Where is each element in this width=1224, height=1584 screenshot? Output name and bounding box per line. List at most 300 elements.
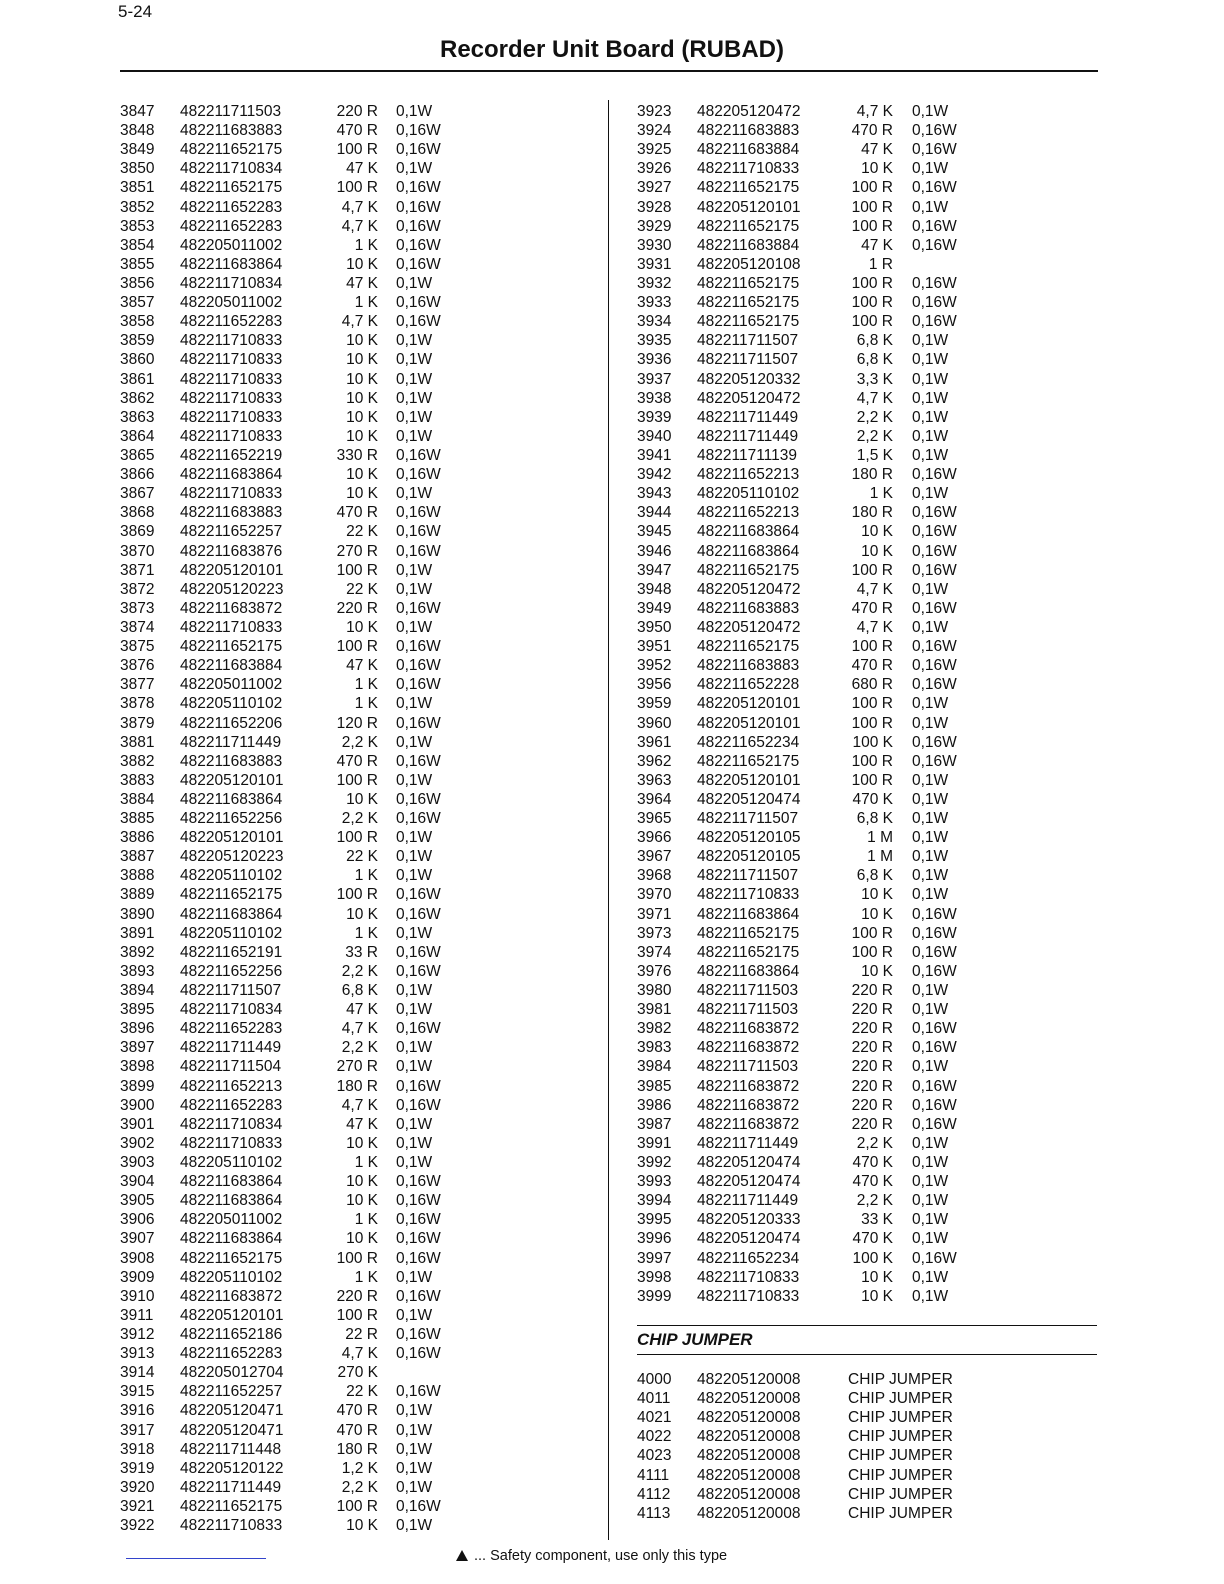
ref-number: 3904 [120, 1173, 155, 1191]
value: 10 K [346, 790, 378, 808]
value: 33 K [861, 1211, 893, 1229]
ref-number: 3885 [120, 810, 155, 828]
value: 10 K [346, 351, 378, 369]
value: 100 R [851, 274, 893, 292]
power-rating: 0,16W [396, 943, 441, 961]
value: 100 R [851, 198, 893, 216]
footer-rule [126, 1558, 266, 1559]
part-number: 482211711507 [180, 982, 282, 1000]
power-rating: 0,1W [396, 867, 433, 885]
part-number: 482205120101 [180, 1306, 284, 1324]
part-number: 482211652283 [180, 1020, 283, 1038]
footer-note [456, 1548, 727, 1564]
part-number: 482211652219 [180, 446, 283, 464]
ref-number: 3889 [120, 886, 155, 904]
value: 4,7 K [341, 1020, 378, 1038]
ref-number: 3897 [120, 1039, 155, 1057]
power-rating: 0,16W [912, 905, 957, 923]
value: 180 R [336, 1440, 378, 1458]
value: 10 K [346, 389, 378, 407]
part-number: 482211652283 [180, 217, 283, 235]
value: 270 K [337, 1364, 378, 1382]
value: 680 R [851, 676, 893, 694]
part-number: 482211683864 [180, 466, 283, 484]
part-number: 482211683883 [697, 122, 800, 140]
ref-number: 3892 [120, 943, 155, 961]
part-number: 482205120101 [697, 695, 801, 713]
part-number: 482205110102 [180, 1268, 283, 1286]
ref-number: 3963 [637, 771, 672, 789]
part-number: 482211652175 [697, 294, 800, 312]
ref-number: 3944 [637, 504, 672, 522]
value: 1 K [354, 1211, 378, 1229]
ref-number: 3867 [120, 485, 155, 503]
power-rating: 0,16W [396, 504, 441, 522]
power-rating: 0,1W [912, 1192, 949, 1210]
power-rating: 0,1W [912, 103, 949, 120]
page-title: Recorder Unit Board (RUBAD) [439, 36, 784, 63]
part-number: 482211711449 [180, 733, 282, 751]
power-rating: 0,1W [396, 1058, 433, 1076]
ref-number: 3861 [120, 370, 155, 388]
part-number: 482211683864 [180, 255, 283, 273]
value: 470 R [851, 657, 893, 675]
ref-number: 3947 [637, 561, 672, 579]
value: 4,7 K [341, 313, 378, 331]
ref-number: 3923 [637, 103, 672, 120]
part-number: 482211652213 [697, 504, 800, 522]
part-number: 482205110102 [697, 485, 800, 503]
power-rating: 0,1W [396, 924, 433, 942]
power-rating: 0,1W [912, 810, 949, 828]
value: 2,2 K [341, 1039, 378, 1057]
power-rating: 0,1W [396, 1154, 433, 1172]
part-number: 482211711507 [697, 351, 799, 369]
power-rating: 0,1W [912, 198, 949, 216]
value: 470 R [336, 1421, 378, 1439]
power-rating: 0,16W [912, 122, 957, 140]
power-rating: 0,16W [396, 810, 441, 828]
power-rating: 0,1W [396, 1039, 433, 1057]
part-number: 482205120101 [697, 714, 801, 732]
ref-number: 3878 [120, 695, 155, 713]
value: 10 K [346, 1517, 378, 1535]
value: 220 R [851, 1020, 893, 1038]
part-number: 482205120101 [180, 771, 284, 789]
power-rating: 0,16W [396, 236, 441, 254]
ref-number: 3849 [120, 141, 155, 159]
value: 220 R [851, 1001, 893, 1019]
value: 2,2 K [341, 810, 378, 828]
ref-number: 3980 [637, 982, 672, 1000]
power-rating: 0,16W [912, 733, 957, 751]
ref-number: 3995 [637, 1211, 672, 1229]
ref-number: 3961 [637, 733, 672, 751]
part-number: 482211710834 [180, 1115, 283, 1133]
value: 47 K [346, 160, 378, 178]
ref-number: 3900 [120, 1096, 155, 1114]
part-number: 482211652257 [180, 1383, 283, 1401]
power-rating: 0,1W [912, 618, 949, 636]
part-number: 482211683864 [697, 962, 800, 980]
ref-number: 3952 [637, 657, 672, 675]
power-rating: 0,16W [396, 313, 441, 331]
value: 10 K [346, 1230, 378, 1248]
part-number: 482205011002 [180, 1211, 283, 1229]
description: CHIP JUMPER [848, 1466, 953, 1484]
power-rating: 0,16W [396, 294, 441, 312]
part-number: 482211683883 [697, 657, 800, 675]
ref-number: 3855 [120, 255, 155, 273]
ref-number: 3877 [120, 676, 155, 694]
part-number: 482205120108 [697, 255, 801, 273]
value: 10 K [861, 542, 893, 560]
part-number: 482211711507 [697, 332, 799, 350]
part-number: 482205120472 [697, 103, 801, 120]
ref-number: 3858 [120, 313, 155, 331]
power-rating: 0,1W [396, 1001, 433, 1019]
value: 1 K [354, 236, 378, 254]
part-number: 482211683864 [697, 523, 800, 541]
part-number: 482205120008 [697, 1466, 801, 1484]
part-number: 482211711449 [697, 427, 799, 445]
power-rating: 0,16W [396, 466, 441, 484]
ref-number: 3853 [120, 217, 155, 235]
ref-number: 3976 [637, 962, 672, 980]
ref-number: 3848 [120, 122, 155, 140]
power-rating: 0,1W [912, 982, 949, 1000]
part-number: 482211711507 [697, 867, 799, 885]
part-number: 482211710833 [180, 408, 283, 426]
power-rating: 0,16W [396, 1192, 441, 1210]
part-number: 482211683872 [697, 1039, 800, 1057]
ref-number: 3965 [637, 810, 672, 828]
value: 100 R [851, 924, 893, 942]
power-rating: 0,16W [396, 1383, 441, 1401]
part-number: 482211652175 [697, 561, 800, 579]
part-number: 482211711449 [180, 1039, 282, 1057]
ref-number: 3912 [120, 1326, 155, 1343]
ref-number: 4011 [637, 1390, 671, 1408]
power-rating: 0,16W [912, 1077, 957, 1095]
ref-number: 3921 [120, 1497, 155, 1515]
section-heading: CHIP JUMPER [637, 1330, 753, 1349]
part-number: 482211683864 [180, 790, 283, 808]
ref-number: 4022 [637, 1428, 672, 1446]
part-number: 482211652175 [697, 179, 800, 197]
power-rating: 0,16W [912, 1020, 957, 1038]
part-number: 482211683884 [697, 236, 800, 254]
power-rating: 0,1W [396, 274, 433, 292]
value: 220 R [851, 1039, 893, 1057]
part-number: 482211710833 [180, 370, 283, 388]
value: 10 K [346, 466, 378, 484]
ref-number: 3949 [637, 599, 672, 617]
part-number: 482205120008 [697, 1447, 801, 1465]
power-rating: 0,1W [912, 1287, 949, 1305]
power-rating: 0,16W [912, 657, 957, 675]
value: 4,7 K [856, 580, 893, 598]
value: 100 R [336, 638, 378, 656]
footer-text: ... Safety component, use only this type [474, 1548, 728, 1564]
power-rating: 0,16W [912, 561, 957, 579]
ref-number: 3996 [637, 1230, 672, 1248]
value: 100 R [336, 829, 378, 847]
value: 10 K [861, 1287, 893, 1305]
value: 100 R [336, 561, 378, 579]
ref-number: 3985 [637, 1077, 672, 1095]
power-rating: 0,16W [396, 599, 441, 617]
power-rating: 0,1W [396, 1134, 433, 1152]
power-rating: 0,16W [912, 466, 957, 484]
ref-number: 3862 [120, 389, 155, 407]
power-rating: 0,16W [396, 1077, 441, 1095]
power-rating: 0,16W [396, 1020, 441, 1038]
ref-number: 3916 [120, 1402, 155, 1420]
ref-number: 3870 [120, 542, 155, 560]
value: 10 K [346, 618, 378, 636]
value: 22 K [346, 848, 378, 866]
ref-number: 3993 [637, 1173, 672, 1191]
part-number: 482211652175 [180, 179, 283, 197]
ref-number: 3940 [637, 427, 672, 445]
part-number: 482211683872 [697, 1020, 800, 1038]
power-rating: 0,1W [396, 618, 433, 636]
part-number: 482211711507 [697, 810, 799, 828]
part-number: 482211711503 [697, 982, 799, 1000]
part-number: 482211683864 [180, 905, 283, 923]
value: 100 R [336, 771, 378, 789]
value: 22 K [346, 580, 378, 598]
part-number: 482205120101 [697, 771, 801, 789]
ref-number: 3999 [637, 1287, 672, 1305]
value: 10 K [861, 886, 893, 904]
ref-number: 3919 [120, 1459, 155, 1477]
power-rating: 0,1W [912, 790, 949, 808]
ref-number: 3922 [120, 1517, 155, 1535]
part-number: 482205120471 [180, 1402, 284, 1420]
part-number: 482211683864 [180, 1173, 283, 1191]
ref-number: 3956 [637, 676, 672, 694]
ref-number: 3865 [120, 446, 155, 464]
part-number: 482205120008 [697, 1485, 801, 1503]
value: 10 K [346, 1192, 378, 1210]
value: 10 K [346, 485, 378, 503]
ref-number: 3938 [637, 389, 672, 407]
warning-triangle-icon [456, 1550, 468, 1561]
value: 100 R [851, 752, 893, 770]
part-number: 482211652213 [180, 1077, 283, 1095]
power-rating: 0,1W [912, 1230, 949, 1248]
part-number: 482205120474 [697, 790, 801, 808]
value: 1 K [869, 485, 893, 503]
value: 10 K [346, 255, 378, 273]
value: 470 R [336, 504, 378, 522]
ref-number: 3984 [637, 1058, 672, 1076]
power-rating: 0,1W [396, 351, 433, 369]
power-rating: 0,1W [912, 848, 949, 866]
value: 220 R [851, 1115, 893, 1133]
ref-number: 3887 [120, 848, 155, 866]
part-number: 482211652256 [180, 810, 283, 828]
value: 10 K [861, 1268, 893, 1286]
value: 1 M [867, 829, 893, 847]
ref-number: 4112 [637, 1485, 671, 1503]
value: 180 R [851, 504, 893, 522]
value: 100 R [851, 561, 893, 579]
part-number: 482211652175 [697, 638, 800, 656]
ref-number: 3879 [120, 714, 155, 732]
power-rating: 0,1W [912, 1058, 949, 1076]
power-rating: 0,16W [912, 1115, 957, 1133]
ref-number: 3893 [120, 962, 155, 980]
power-rating: 0,1W [396, 1115, 433, 1133]
ref-number: 3896 [120, 1020, 155, 1038]
ref-number: 3911 [120, 1306, 154, 1324]
power-rating: 0,16W [396, 542, 441, 560]
power-rating: 0,1W [396, 771, 433, 789]
value: 100 R [336, 886, 378, 904]
part-number: 482205120008 [697, 1409, 801, 1427]
ref-number: 3950 [637, 618, 672, 636]
ref-number: 3962 [637, 752, 672, 770]
value: 100 R [336, 1306, 378, 1324]
value: 10 K [861, 905, 893, 923]
power-rating: 0,16W [912, 294, 957, 312]
power-rating: 0,16W [396, 1287, 441, 1305]
value: 470 K [852, 1173, 893, 1191]
power-rating: 0,16W [912, 1096, 957, 1114]
part-number: 482211711139 [697, 446, 797, 464]
value: 6,8 K [856, 332, 893, 350]
power-rating: 0,16W [912, 676, 957, 694]
power-rating: 0,1W [912, 1268, 949, 1286]
part-number: 482211710834 [180, 274, 283, 292]
value: 1 R [868, 255, 893, 273]
value: 1,5 K [856, 446, 893, 464]
value: 100 K [852, 1249, 893, 1267]
part-number: 482205120101 [697, 198, 801, 216]
ref-number: 3929 [637, 217, 672, 235]
part-number: 482211711503 [697, 1001, 799, 1019]
part-number: 482211652228 [697, 676, 800, 694]
value: 2,2 K [341, 1478, 378, 1496]
value: 2,2 K [856, 1134, 893, 1152]
value: 220 R [336, 103, 378, 120]
value: 100 R [851, 943, 893, 961]
ref-number: 3886 [120, 829, 155, 847]
power-rating: 0,1W [396, 1517, 433, 1535]
value: 47 K [346, 1001, 378, 1019]
power-rating: 0,1W [396, 389, 433, 407]
ref-number: 3933 [637, 294, 672, 312]
value: 470 R [336, 752, 378, 770]
ref-number: 3882 [120, 752, 155, 770]
power-rating: 0,1W [912, 714, 949, 732]
value: 10 K [346, 427, 378, 445]
part-number: 482211710833 [180, 485, 283, 503]
ref-number: 3939 [637, 408, 672, 426]
power-rating: 0,1W [396, 408, 433, 426]
ref-number: 3951 [637, 638, 672, 656]
part-number: 482211683884 [180, 657, 283, 675]
part-number: 482205120223 [180, 580, 284, 598]
power-rating: 0,1W [396, 332, 433, 350]
page-number: 5-24 [118, 2, 153, 21]
ref-number: 3913 [120, 1345, 155, 1363]
power-rating: 0,1W [912, 1173, 949, 1191]
part-number: 482211711448 [180, 1440, 282, 1458]
part-number: 482211711449 [697, 1192, 799, 1210]
ref-number: 3927 [637, 179, 672, 197]
part-number: 482211710833 [180, 427, 283, 445]
description: CHIP JUMPER [848, 1371, 953, 1388]
value: 10 K [346, 332, 378, 350]
value: 220 R [851, 982, 893, 1000]
ref-number: 3914 [120, 1364, 155, 1382]
part-number: 482211710833 [180, 1517, 283, 1535]
part-number: 482211711504 [180, 1058, 282, 1076]
part-number: 482205110102 [180, 1154, 283, 1172]
part-number: 482211652256 [180, 962, 283, 980]
value: 220 R [851, 1058, 893, 1076]
ref-number: 3873 [120, 599, 155, 617]
ref-number: 3948 [637, 580, 672, 598]
power-rating: 0,16W [912, 1249, 957, 1267]
ref-number: 3964 [637, 790, 672, 808]
power-rating: 0,1W [912, 485, 949, 503]
power-rating: 0,16W [396, 1173, 441, 1191]
ref-number: 3946 [637, 542, 672, 560]
ref-number: 3928 [637, 198, 672, 216]
value: 2,2 K [856, 1192, 893, 1210]
power-rating: 0,1W [396, 829, 433, 847]
description: CHIP JUMPER [848, 1504, 953, 1522]
part-number: 482211652175 [697, 752, 800, 770]
ref-number: 4023 [637, 1447, 672, 1465]
power-rating: 0,16W [396, 122, 441, 140]
value: 270 R [336, 542, 378, 560]
part-number: 482211652175 [180, 1497, 283, 1515]
part-number: 482205011002 [180, 294, 283, 312]
value: 100 R [336, 1497, 378, 1515]
power-rating: 0,16W [912, 313, 957, 331]
part-number: 482211652175 [697, 924, 800, 942]
value: 1 M [867, 848, 893, 866]
value: 2,2 K [341, 962, 378, 980]
part-number: 482211711449 [697, 1134, 799, 1152]
ref-number: 3926 [637, 160, 672, 178]
value: 6,8 K [856, 867, 893, 885]
power-rating: 0,1W [912, 370, 949, 388]
ref-number: 3888 [120, 867, 155, 885]
ref-number: 3966 [637, 829, 672, 847]
part-number: 482211683864 [697, 905, 800, 923]
value: 220 R [851, 1077, 893, 1095]
ref-number: 3981 [637, 1001, 672, 1019]
part-number: 482211652234 [697, 1249, 800, 1267]
power-rating: 0,1W [396, 733, 433, 751]
power-rating: 0,16W [912, 1039, 957, 1057]
ref-number: 3920 [120, 1478, 155, 1496]
part-number: 482211710833 [180, 332, 283, 350]
ref-number: 3917 [120, 1421, 155, 1439]
value: 470 K [852, 1154, 893, 1172]
power-rating: 0,1W [912, 1154, 949, 1172]
ref-number: 3930 [637, 236, 672, 254]
value: 10 K [861, 962, 893, 980]
power-rating: 0,1W [912, 1001, 949, 1019]
